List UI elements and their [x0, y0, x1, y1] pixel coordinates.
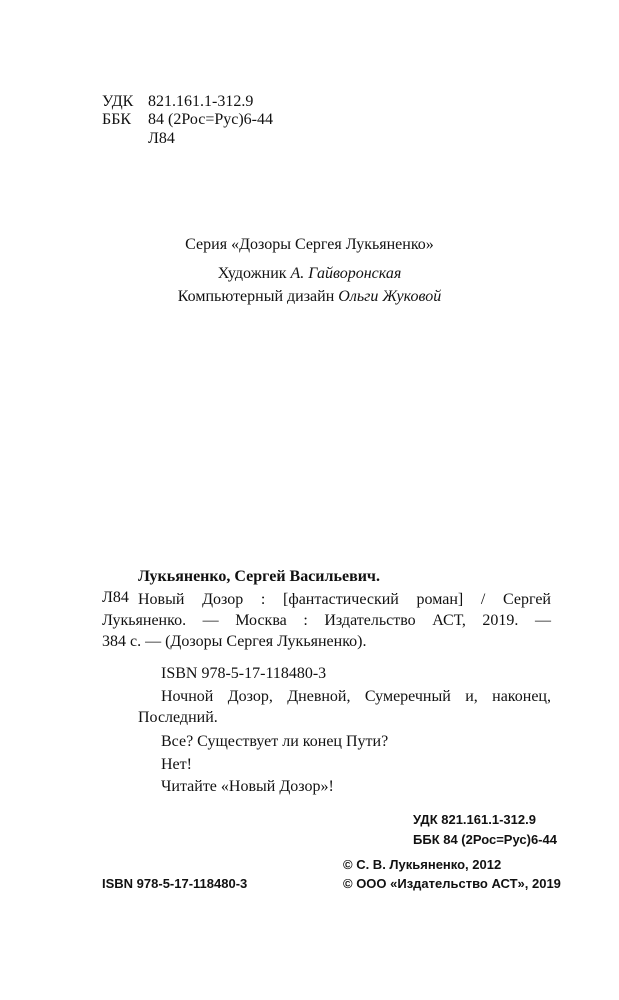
bbk-value: 84 (2Рос=Рус)6-44 [148, 111, 274, 128]
bbk-footer: ББК 84 (2Рос=Рус)6-44 [413, 832, 557, 847]
author-mark-text: Л84 [148, 130, 175, 147]
record-line-3: 384 с. — (Дозоры Сергея Лукьяненко). [102, 633, 367, 650]
footer-isbn: ISBN 978-5-17-118480-3 [102, 876, 248, 891]
design-name: Ольги Жуковой [338, 288, 442, 305]
annotation-line-3: Все? Существует ли конец Пути? [161, 733, 389, 750]
annotation-line-4: Нет! [161, 756, 192, 773]
author-mark [148, 130, 175, 148]
artist-prefix: Художник [217, 265, 287, 282]
udk-footer: УДК 821.161.1-312.9 [413, 812, 536, 827]
udk-value: 821.161.1-312.9 [148, 93, 254, 110]
annotation-line-1: Ночной Дозор, Дневной, Сумеречный и, наконец, [161, 688, 551, 705]
record-line-2: Лукьяненко. — Москва : Издательство АСТ, 2019. — [102, 612, 551, 629]
annotation-line-2: Последний. [138, 709, 218, 726]
bbk-row [102, 111, 273, 129]
udk-label: УДК [102, 93, 134, 110]
design-prefix: Компьютерный дизайн [177, 288, 335, 305]
record-line-1: Новый Дозор : [фантастический роман] / Сергей [138, 591, 551, 608]
design-credit [0, 288, 619, 306]
record-code: Л84 [102, 589, 129, 606]
udk-row [102, 93, 253, 111]
copyright-author: © С. В. Лукьяненко, 2012 [343, 857, 502, 872]
series-title: Серия «Дозоры Сергея Лукьяненко» [185, 236, 434, 253]
copyright-publisher: © ООО «Издательство АСТ», 2019 [343, 876, 561, 891]
annotation-line-5: Читайте «Новый Дозор»! [161, 778, 334, 795]
record-isbn: ISBN 978-5-17-118480-3 [161, 665, 327, 682]
artist-credit [0, 265, 619, 283]
bbk-label: ББК [102, 111, 132, 128]
record-author-heading: Лукьяненко, Сергей Васильевич. [138, 568, 380, 585]
artist-name: А. Гайворонская [290, 265, 402, 282]
